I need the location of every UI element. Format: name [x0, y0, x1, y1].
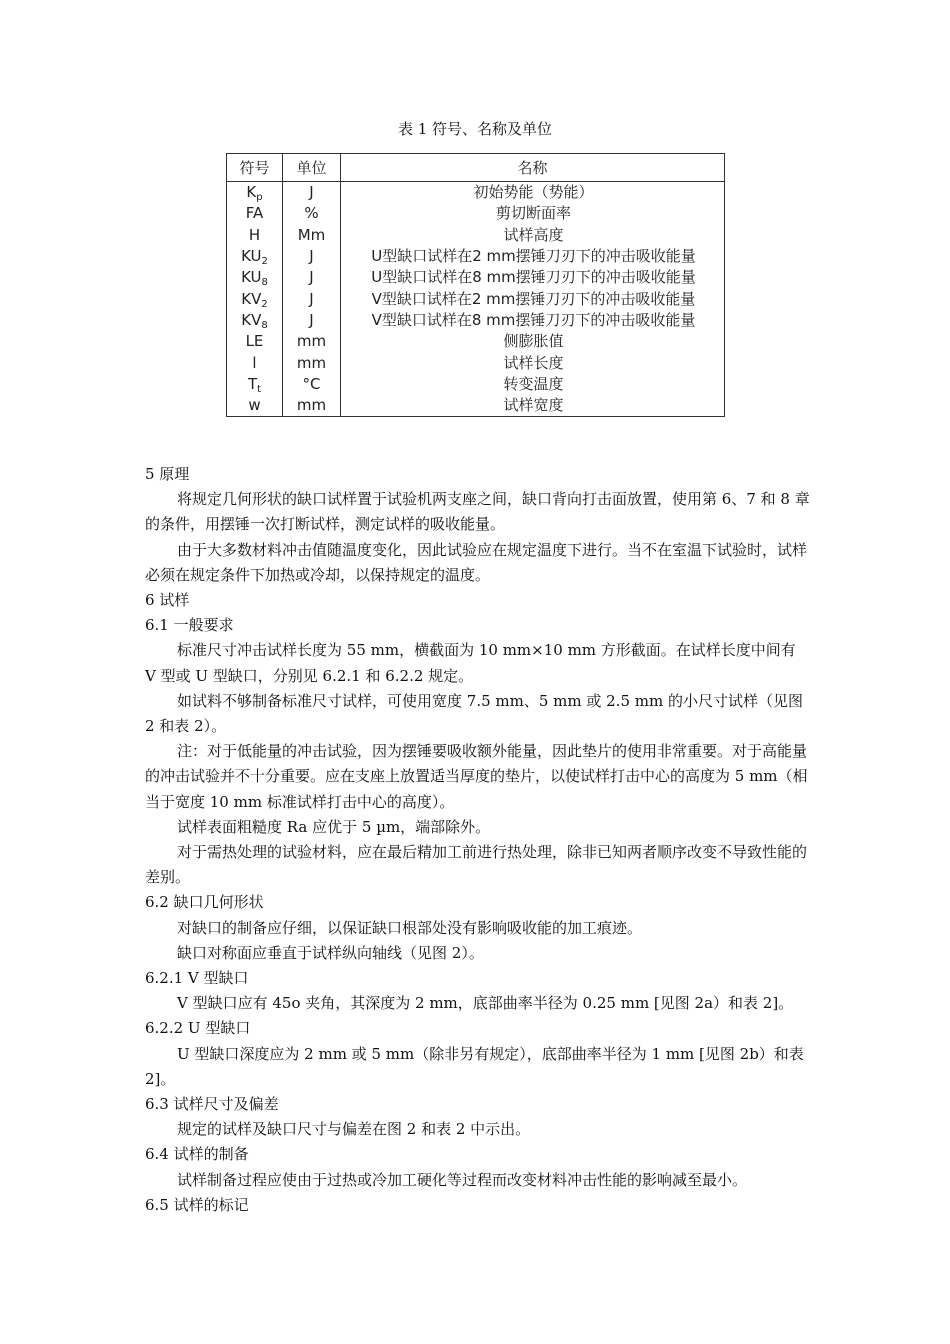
symbol-subscript: 2 — [261, 256, 268, 268]
symbol-text: H — [248, 225, 261, 244]
unit-cell: J — [283, 246, 341, 267]
paragraph: 缺口对称面应垂直于试样纵向轴线（见图 2）。 — [177, 943, 484, 962]
body-text — [145, 462, 810, 1218]
name-cell: 转变温度 — [341, 374, 725, 395]
symbol-cell — [227, 225, 283, 246]
section-heading: 6.4 试样的制备 — [145, 1145, 249, 1164]
table-row — [227, 395, 725, 417]
unit-cell: mm — [283, 352, 341, 373]
section-heading: 6.5 试样的标记 — [145, 1195, 249, 1214]
symbol-subscript: 2 — [261, 298, 268, 310]
paragraph: 试样制备过程应使由于过热或冷加工硬化等过程而改变材料冲击性能的影响减至最小。 — [177, 1170, 748, 1189]
symbol-text: K — [246, 183, 257, 202]
name-cell: 初始势能（势能） — [341, 182, 725, 204]
table-row — [227, 246, 725, 267]
symbol-text: w — [248, 396, 261, 415]
name-cell: 试样宽度 — [341, 395, 725, 417]
header-symbol: 符号 — [227, 154, 283, 182]
paragraph: 如试料不够制备标准尺寸试样，可使用宽度 7.5 mm、5 mm 或 2.5 mm 的小尺寸试样（见图 2 和表 2）。 — [145, 691, 803, 736]
paragraph: 将规定几何形状的缺口试样置于试验机两支座之间，缺口背向打击面放置，使用第 6、7 和 8 章的条件，用摆锤一次打断试样，测定试样的吸收能量。 — [145, 490, 810, 534]
symbol-cell — [227, 267, 283, 288]
symbol-text: FA — [245, 204, 264, 223]
symbol-text: T — [247, 374, 258, 393]
section-heading: 6.3 试样尺寸及偏差 — [145, 1095, 279, 1114]
symbol-cell — [227, 246, 283, 267]
name-cell: V型缺口试样在2 mm摆锤刀刃下的冲击吸收能量 — [341, 288, 725, 309]
table-caption: 表 1 符号、名称及单位 — [397, 120, 553, 138]
symbol-cell — [227, 288, 283, 309]
section-heading: 5 原理 — [145, 465, 190, 483]
name-cell: 剪切断面率 — [341, 203, 725, 224]
paragraph: 规定的试样及缺口尺寸与偏差在图 2 和表 2 中示出。 — [177, 1120, 531, 1139]
unit-cell: mm — [283, 331, 341, 352]
symbol-cell — [227, 352, 283, 373]
table-header-row — [227, 154, 725, 182]
name-cell: 试样高度 — [341, 225, 725, 246]
header-unit: 单位 — [283, 154, 341, 182]
unit-cell: J — [283, 267, 341, 288]
unit-cell: J — [283, 288, 341, 309]
unit-cell: % — [283, 203, 341, 224]
unit-cell: mm — [283, 395, 341, 417]
section-heading: 6.2 缺口几何形状 — [145, 893, 264, 912]
paragraph: 由于大多数材料冲击值随温度变化，因此试验应在规定温度下进行。当不在室温下试验时，试样必须在规定条件下加热或冷却，以保持规定的温度。 — [145, 540, 808, 584]
symbol-text: KV — [241, 310, 262, 329]
table-row — [227, 203, 725, 224]
paragraph: 对缺口的制备应仔细，以保证缺口根部处没有影响吸收能的加工痕迹。 — [177, 918, 643, 937]
section-heading: 6 试样 — [145, 591, 190, 610]
symbol-cell — [227, 374, 283, 395]
symbol-cell — [227, 310, 283, 331]
table-row — [227, 288, 725, 309]
paragraph: U 型缺口深度应为 2 mm 或 5 mm（除非另有规定），底部曲率半径为 1 mm [见图 2b）和表 2]。 — [145, 1044, 804, 1088]
symbol-subscript: t — [257, 383, 262, 395]
table-row — [227, 182, 725, 204]
name-cell: V型缺口试样在8 mm摆锤刀刃下的冲击吸收能量 — [341, 310, 725, 331]
paragraph: 试样表面粗糙度 Ra 应优于 5 µm，端部除外。 — [177, 817, 491, 836]
section-heading: 6.2.1 V 型缺口 — [145, 969, 249, 988]
table-row — [227, 267, 725, 288]
symbol-subscript: 8 — [261, 319, 268, 331]
symbol-subscript: 8 — [261, 277, 268, 289]
table-row — [227, 225, 725, 246]
symbol-cell — [227, 203, 283, 224]
name-cell: U型缺口试样在2 mm摆锤刀刃下的冲击吸收能量 — [341, 246, 725, 267]
symbol-text: l — [252, 353, 257, 372]
table-row — [227, 374, 725, 395]
unit-cell: Mm — [283, 225, 341, 246]
table-row — [227, 310, 725, 331]
unit-cell: J — [283, 182, 341, 204]
unit-cell: °C — [283, 374, 341, 395]
symbol-cell — [227, 331, 283, 352]
paragraph: 对于需热处理的试验材料，应在最后精加工前进行热处理，除非已知两者顺序改变不导致性能的差别。 — [145, 843, 808, 887]
section-heading: 6.1 一般要求 — [145, 616, 234, 635]
symbol-subscript: p — [256, 192, 263, 204]
name-cell: U型缺口试样在8 mm摆锤刀刃下的冲击吸收能量 — [341, 267, 725, 288]
symbol-table — [226, 153, 725, 417]
unit-cell: J — [283, 310, 341, 331]
paragraph: V 型缺口应有 45o 夹角，其深度为 2 mm，底部曲率半径为 0.25 mm [见图 2a）和表 2]。 — [177, 994, 794, 1013]
name-cell: 侧膨胀值 — [341, 331, 725, 352]
symbol-text: KU — [241, 247, 262, 266]
symbol-text: KV — [241, 289, 262, 308]
symbol-cell — [227, 182, 283, 204]
symbol-text: LE — [245, 332, 264, 351]
paragraph: 标准尺寸冲击试样长度为 55 mm，横截面为 10 mm×10 mm 方形截面。在试样长度中间有 V 型或 U 型缺口，分别见 6.2.1 和 6.2.2 规定。 — [145, 641, 796, 685]
paragraph: 注：对于低能量的冲击试验，因为摆锤要吸收额外能量，因此垫片的使用非常重要。对于高能量的冲击试验并不十分重要。应在支座上放置适当厚度的垫片，以使试样打击中心的高度为 5 mm（相当于宽度 10 mm 标准试样打击中心的高度）。 — [145, 742, 808, 811]
name-cell: 试样长度 — [341, 352, 725, 373]
table-row — [227, 352, 725, 373]
table-row — [227, 331, 725, 352]
symbol-text: KU — [241, 268, 262, 287]
header-name: 名称 — [341, 154, 725, 182]
section-heading: 6.2.2 U 型缺口 — [145, 1019, 251, 1038]
symbol-cell — [227, 395, 283, 417]
